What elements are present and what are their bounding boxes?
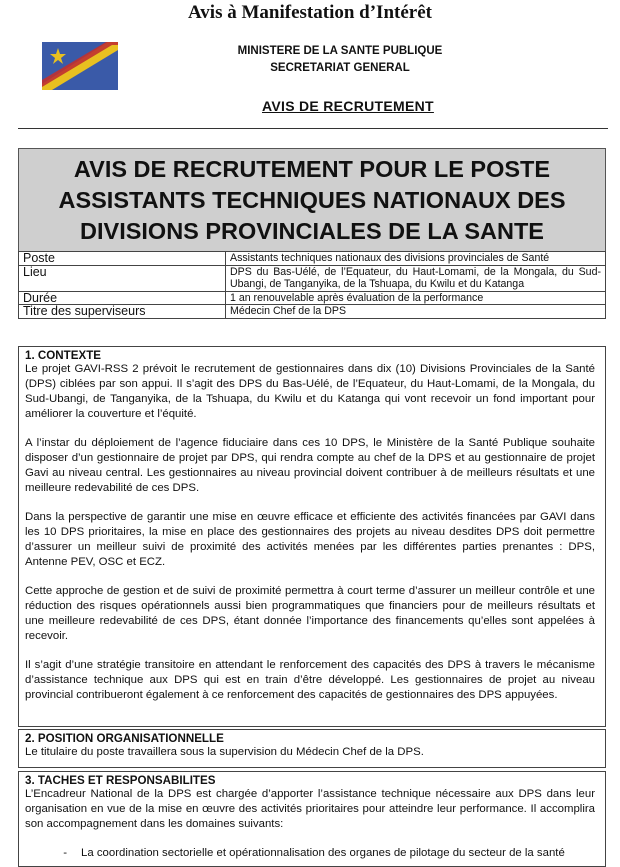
table-row: [19, 252, 606, 266]
paragraph: Il s’agit d’une stratégie transitoire en attendant le renforcement des capacités des DPS à travers le mécanisme d’assistance technique aux DPS qui est en train d’être développé. Les gestionnaires de projet au niveau provincial contribueront également à ce renforcement des capacités de gestionnaires des DPS appuyées.: [25, 659, 595, 701]
banner-line-1: AVIS DE RECRUTEMENT POUR LE POSTE: [73, 155, 551, 182]
paragraph: Le projet GAVI-RSS 2 prévoit le recrutement de gestionnaires dans dix (10) Divisions Provinciales de la Santé (DPS) ciblées par son appui. Il s’agit des DPS du Bas-Uélé, de l’Equateur, du Haut-Lomami, de la Mongala, du Sud-Ubangi, de Tanganyika, de la Tshuapa, du Kwilu et du Katanga qui vont recevoir un fond important pour améliorer la couverture et l’équité.: [25, 363, 595, 420]
list-item: [25, 846, 595, 861]
avis-heading: AVIS DE RECRUTEMENT: [262, 98, 434, 114]
paragraph: Cette approche de gestion et de suivi de proximité permettra à court terme d’assurer un meilleur contrôle et une réduction des risques opérationnels aussi bien programmatiques que financiers pour de meilleurs résultats et une meilleure redevabilité de ces DPS, étant donnée l’importance des financements qu’elles sont appelées à recevoir.: [25, 585, 595, 642]
section-taches: [18, 771, 606, 867]
paragraph: A l’instar du déploiement de l’agence fiduciaire dans ces 10 DPS, le Ministère de la Santé Publique souhaite disposer d’un gestionnaire de projet par DPS, qui rendra compte au chef de la DPS et au gestionnaire de projet Gavi au niveau central. Les gestionnaires au niveau provincial doivent contribuer à de meilleurs résultats et une meilleure redevabilité de ces DPS.: [25, 437, 595, 494]
row-label: Lieu: [19, 265, 226, 291]
secretariat-name: SECRETARIAT GENERAL: [270, 62, 410, 74]
table-row: [19, 265, 606, 291]
section-heading: 3. TACHES ET RESPONSABILITES: [25, 774, 216, 787]
ministry-name: MINISTERE DE LA SANTE PUBLIQUE: [237, 45, 443, 57]
row-label: Poste: [19, 252, 226, 266]
section-position: [18, 729, 606, 768]
section-heading: 2. POSITION ORGANISATIONNELLE: [25, 732, 224, 745]
info-table: [18, 251, 606, 319]
banner-line-2: ASSISTANTS TECHNIQUES NATIONAUX DES: [58, 186, 566, 213]
list-item-text: La coordination sectorielle et opérationnalisation des organes de pilotage du secteur de la santé: [81, 847, 565, 859]
document-title: Avis à Manifestation d’Intérêt: [188, 2, 432, 23]
row-label: Titre des superviseurs: [19, 305, 226, 319]
title-banner: [18, 148, 606, 252]
table-row: [19, 291, 606, 305]
banner-line-3: DIVISIONS PROVINCIALES DE LA SANTE: [80, 217, 544, 244]
row-label: Durée: [19, 291, 226, 305]
table-row: [19, 305, 606, 319]
drc-flag-icon: [42, 42, 118, 90]
row-value: DPS du Bas-Uélé, de l’Equateur, du Haut-Lomami, de la Mongala, du Sud-Ubangi, de Tanganyika, de la Tshuapa, du Kwilu et du Katanga: [226, 265, 606, 291]
row-value: 1 an renouvelable après évaluation de la performance: [226, 291, 606, 305]
paragraph: Le titulaire du poste travaillera sous la supervision du Médecin Chef de la DPS.: [25, 746, 424, 758]
paragraph: Dans la perspective de garantir une mise en œuvre efficace et efficiente des activités financées par GAVI dans les 10 DPS prioritaires, la mise en place des gestionnaires des projets au niveau desdites DPS doit permettre d’assurer un meilleur suivi de proximité des activités menées par les différentes parties prenantes : DPS, Antenne PEV, OSC et ECZ.: [25, 511, 595, 568]
row-value: Assistants techniques nationaux des divisions provinciales de Santé: [226, 252, 606, 266]
bullet-mark: -: [63, 847, 67, 859]
section-heading: 1. CONTEXTE: [25, 349, 102, 362]
section-contexte: [18, 346, 606, 727]
row-value: Médecin Chef de la DPS: [226, 305, 606, 319]
ministry-block: [200, 43, 480, 77]
paragraph: L’Encadreur National de la DPS est chargée d’apporter l’assistance technique nécessaire aux DPS dans leur organisation en vue de la mise en œuvre des activités prioritaires pour atteindre leur performance. Il accomplira son accompagnement dans les domaines suivants:: [25, 788, 595, 830]
divider: [18, 128, 608, 129]
